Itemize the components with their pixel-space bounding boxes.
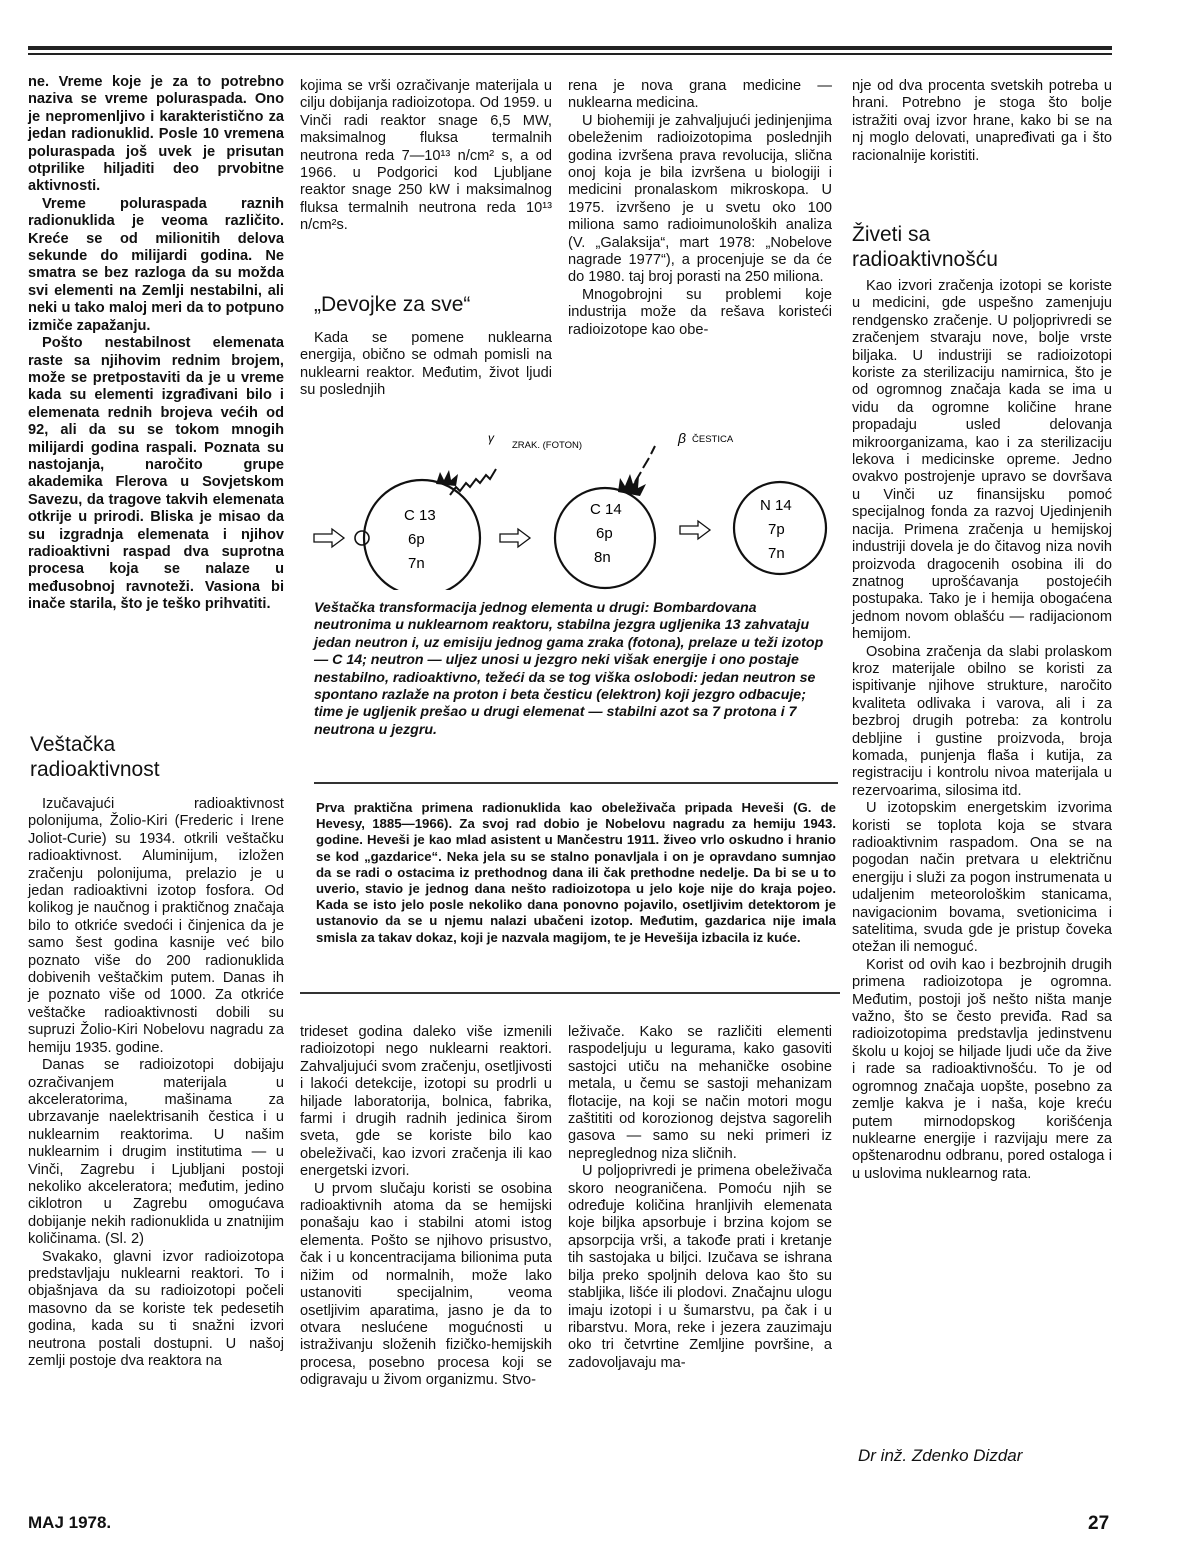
paragraph: Osobina zračenja da slabi prolaskom kroz materijale obilno se koristi za ispitivanje njihove strukture, naročito kvaliteta odlivaka i varova, ali i za bezbroj drugih potreba: za kontrolu debljine i gustine proizvoda, broja komada, punjenja flaša i kutija, za registraciju i kontrolu nivoa materijala u rezervoarima, silosima itd.	[852, 643, 1112, 799]
arrow-icon	[500, 529, 530, 547]
paragraph: Pošto nestabilnost elemenata raste sa njihovim rednim brojem, može se pretpostaviti da je u vreme kada su elementi izgrađivani bilo i elemenata rednih brojeva većih od 92, ali da su se tokom mnogih milijardi godina raspali. Poznata su nastojanja, naročito grupe akademika Flerova u Sovjetskom Savezu, da tragove takvih elemenata otkrije u prirodi. Bliska je misao da su izgradnja elemenata i njihov radioaktivni raspad dva suprotna procesa koja se nalaze u međusobnoj ravnoteži. Vasiona bi inače starila, što je teško prihvatiti.	[28, 335, 284, 613]
neutron-icon	[355, 531, 369, 545]
n14-neutrons: 7n	[768, 545, 785, 562]
c14-neutrons: 8n	[594, 549, 611, 566]
section-heading-devojke: „Devojke za sve“	[314, 293, 471, 316]
author-signature: Dr inž. Zdenko Dizdar	[858, 1446, 1023, 1465]
paragraph: Izučavajući radioaktivnost polonijuma, Žolio-Kiri (Frederic i Irene Joliot-Curie) su 1934. otkrili veštačku radioaktivnost. Aluminijum, izložen zračenju polonijuma, prelazio je u jedan radioaktivni izotop fosfora. Od kolikog je naučnog i praktičnog značaja bilo to otkriće svedoći i činjenica da je samo šest godina kasnije već bilo poznato više do 200 radionuklida dobivenih veštačkim putem. Danas ih je poznato više od 1000. Za otkriće veštačke radioaktivnosti dobili su supruzi Žolio-Kiri Nobelovu nagradu za hemiju 1935. godine.	[28, 796, 284, 1056]
figure-caption: Veštačka transformacija jednog elementa u drugi: Bombardovana neutronima u nuklearnom reaktoru, stabilna jezgra ugljenika 13 zahvataju jedan neutron i, uz emisiju jednog gama zraka (fotona), prelaze u teži izotop — C 14; neutron — uljez unosi u jezgro neki višak energije i ono postaje nestabilno, radioaktivno, težeći da se tog viška oslobodi: jedan neutron se spontano razlaže na proton i beta česticu (elektron) koji jezgro odbacuje; time je ugljenik prešao u drugi elemenat — stabilni azot sa 7 protona i 7 neutrona u jezgru.	[314, 600, 824, 738]
section-heading-vestacka: Veštačka radioaktivnost	[30, 733, 160, 781]
c13-neutrons: 7n	[408, 555, 425, 572]
box-rule-bottom	[300, 992, 840, 994]
top-rule	[28, 46, 1112, 50]
paragraph: trideset godina daleko više izmenili radioizotopi nego nuklearni reaktori. Zahvaljujući svom zračenju, osetljivosti i lakoći detekcije, izotopi su prodrli u hiljade laboratorija, bolnica, fabrika, farmi i drugih radnih jedinica širom sveta, gde se koriste bilo kao obeleživači, kao izvori zračenja ili kao energetski izvori.	[300, 1024, 552, 1180]
section-heading-ziveti: Živeti sa radioaktivnošću	[852, 223, 998, 271]
paragraph: leživače. Kako se različiti elementi raspodeljuju u legurama, kako gasoviti sastojci utiču na mehaničke osobine metala, u čemu se sastoji mehanizam flotacije, na koji se način motori mogu zaštititi od korozionog dejstva sagorelih gasova — samo su neki primeri iz nepreglednog niza sličnih.	[568, 1024, 832, 1162]
c13-protons: 6p	[408, 531, 425, 548]
paragraph: ne. Vreme koje je za to potrebno naziva se vreme poluraspada. Ono je nepromenljivo i karakteristično za jedan radionuklid. Posle 10 vremena poluraspada još uvek je prisutan otprilike hiljaditi deo prvobitne aktivnosti.	[28, 74, 284, 195]
paragraph: kojima se vrši ozračivanje materijala u cilju dobijanja radioizotopa. Od 1959. u Vinči radi reaktor snage 6,5 MW, maksimalnog fluksa termalnih neutrona reda 7—10¹³ n/cm² s, a od 1966. u Podgorici kod Ljubljane reaktor snage 250 kW i maksimalnog fluksa termalnih neutrona reda 10¹³ n/cm²s.	[300, 78, 552, 234]
beta-label: ČESTICA	[692, 434, 734, 445]
issue-date: MAJ 1978.	[28, 1513, 112, 1532]
paragraph: Mnogobrojni su problemi koje industrija može da rešava koristeći radioizotope kao obe-	[568, 286, 832, 338]
column-1-bottom	[28, 796, 284, 1370]
paragraph: U biohemiji je zahvaljujući jedinjenjima obeleženim radioizotopima poslednjih godina izvršena prava revolucija, slična onoj koja je bila izvršena u biologiji i medicini pronalaskom mikroskopa. U 1975. izvršeno je u svetu oko 100 miliona samo radioimunoloških analiza (V. „Galaksija“, mart 1978: „Nobelove nagrade 1977“), a procenjuje se da će do 1980. taj broj porasti na 250 miliona.	[568, 112, 832, 286]
paragraph: U prvom slučaju koristi se osobina radioaktivnih atoma da se hemijski ponašaju kao i stabilni atomi istog elementa. Pošto se njihovo prisustvo, čak i u koncentracijama bilionima puta nižim od normalnih, može lako ustanoviti specijalnim, veoma osetljivim aparatima, jasno je da to otvara neslućene mogućnosti u istraživanju složenih fizičko-hemijskih procesa, posebno procesa koji se odigravaju u živom organizmu. Stvo-	[300, 1180, 552, 1389]
column-1-top	[28, 74, 284, 614]
column-2-bottom	[300, 1024, 552, 1390]
paragraph: U izotopskim energetskim izvorima koristi se toplota koja se stvara radioaktivnim raspadom. Ona se na pogodan način pretvara u električnu energiju i služi za pogon instrumenata u udaljenim meteorološkim stanicama, navigacionim bovama, svetionicima i satelitima, svuda gde je pristup čoveka otežan ili nemoguć.	[852, 800, 1112, 956]
paragraph: U poljoprivredi je primena obeleživača skoro neograničena. Pomoću njih se određuje količina hranljivih elemenata koje biljka apsorbuje i brzina kojom se apsorpcija vrši, a takođe prati i kretanje tih sastojaka u biljci. Izučava se ishrana bilja preko spoljnih delova kao što su stabljika, lišće ili plodovi. Značajnu ulogu imaju izotopi i u šumarstvu, pa čak i u ribarstvu. Mora, reke i jezera zauzimaju oko tri četvrtine Zemljine površine, a zadovoljavaju ma-	[568, 1163, 832, 1371]
n14-protons: 7p	[768, 521, 785, 538]
paragraph: rena je nova grana medicine — nuklearna medicina.	[568, 78, 832, 112]
paragraph: Svakako, glavni izvor radioizotopa predstavljaju nuklearni reaktori. To i objašnjava da su radioizotopi počeli masovno da se koriste tek pedesetih godina, kada su ti snažni izvori neutrona postali dostupni. U našoj zemlji postoje dva reaktora na	[28, 1248, 284, 1369]
nuclear-transformation-diagram	[300, 410, 840, 590]
paragraph: nje od dva procenta svetskih potreba u hrani. Potrebno je stoga što bolje istražiti ovaj izvor hrane, kako bi se na nj moglo delovati, unapređivati ga i što racionalnije koristiti.	[852, 78, 1112, 164]
page-number: 27	[1088, 1513, 1110, 1534]
box-rule-top	[314, 782, 838, 784]
arrow-icon	[314, 529, 344, 547]
arrow-icon	[680, 521, 710, 539]
burst-icon	[436, 470, 458, 486]
paragraph: Kao izvori zračenja izotopi se koriste u medicini, gde uspešno zamenjuju rendgensko zračenje. U poljoprivredi se zračenjem stvaraju nove, bolje vrste biljaka. U industriji se radioizotopi koriste za sterilizaciju namirnica, što je od ogromnog značaja kada se ima u vidu da ogromne količine hrane propadaju usled delovanja mikroorganizama, kao i za sterilizaciju lekova i medicinske opreme. Jedno ovakvo postrojenje upravo se dovršava u Vinči uz finansijsku pomoć specijalnog fonda za razvoj Ujedinjenih nacija. Primena zračenja u hemijskoj industriji dovela je do čitavog niza novih proizvoda dragocenih osobina ili do znatnog uprošćavanja postojećih postupaka. Tako je i hemija obogaćena jednom novom oblašću — radijacionom hemijom.	[852, 278, 1112, 643]
column-4-top	[852, 78, 1112, 165]
paragraph: Kada se pomene nuklearna energija, obično se odmah pomisli na nuklearni reaktor. Međutim, život ljudi su poslednjih	[300, 330, 552, 399]
c14-label: C 14	[590, 501, 622, 518]
column-4-bottom	[852, 278, 1112, 1183]
gamma-symbol: γ	[488, 431, 494, 445]
n14-label: N 14	[760, 497, 792, 514]
column-3-bottom	[568, 1024, 832, 1372]
paragraph: Danas se radioizotopi dobijaju ozračivanjem materijala u akceleratorima, mašinama za ubrzavanje naelektrisanih čestica i u nuklearnim reaktorima. U našim nuklearnim i drugim institutima — u Vinči, Zagrebu i Ljubljani postoji nekoliko akceleratora; međutim, jedino ciklotron u Zagrebu omogućava dobijanje nekih radionuklida u znatnijim količinama. (Sl. 2)	[28, 1057, 284, 1248]
column-2-top	[300, 78, 552, 235]
paragraph: Korist od ovih kao i bezbrojnih drugih primena radioizotopa je ogromna. Međutim, postoji još nešto ništa manje važno, što se često previđa. Rad sa radioizotopima predstavlja jedinstvenu školu u kojoj se hiljade ljudi uče da žive i rade sa radioaktivnošću. To je od ogromnog značaja uopšte, posebno za zemlje kakva je i naša, koje kreću putem mirnodopskog korišćenja nuklearne energije i razvijaju mere za opštenarodnu odbranu, pored ostaloga i u uslovima nuklearnog rata.	[852, 956, 1112, 1182]
top-rule-thin	[28, 53, 1112, 55]
c13-label: C 13	[404, 507, 436, 524]
burst-icon	[618, 474, 646, 496]
beta-particle-icon	[635, 446, 655, 482]
sidebar-box-hevesy: Prva praktična primena radionuklida kao obeleživača pripada Heveši (G. de Hevesy, 1885—1966). Za svoj rad dobio je Nobelovu nagradu za hemiju 1943. godine. Heveši je kao mlad asistent u Mančestru 1911. živeo vrlo oskudno i hranio se kod „gazdarice“. Neka jela su se stalno ponavljala i on je opravdano sumnjao da se radi o ostacima iz prethodnog dana ili čak prethodne nedelje. Da bi se u to uverio, stavio je jednog dana nešto radioizotopa u jelo koje nije do kraja pojeo. Kada se isto jelo posle nekoliko dana ponovno pojavilo, osetljivim detektorom je ustanovio da se u njemu nalazi ubačeni izotop. Međutim, gazdarica nije imala smisla za takav dokaz, koji je nazvala magijom, te je Hevešija izbacila iz kuće.	[316, 800, 836, 945]
c14-protons: 6p	[596, 525, 613, 542]
gamma-label: ZRAK. (FOTON)	[512, 440, 583, 451]
paragraph: Vreme poluraspada raznih radionuklida je veoma različito. Kreće se od milionitih delova sekunde do milijardi godina. Ne smatra se bez razloga da su možda svi elementi na Zemlji nestabilni, ali neki u tako maloj meri da to potpuno izmiče zapažanju.	[28, 195, 284, 334]
column-3-top	[568, 78, 832, 339]
column-2-mid	[300, 330, 552, 400]
beta-symbol: β	[678, 430, 686, 446]
